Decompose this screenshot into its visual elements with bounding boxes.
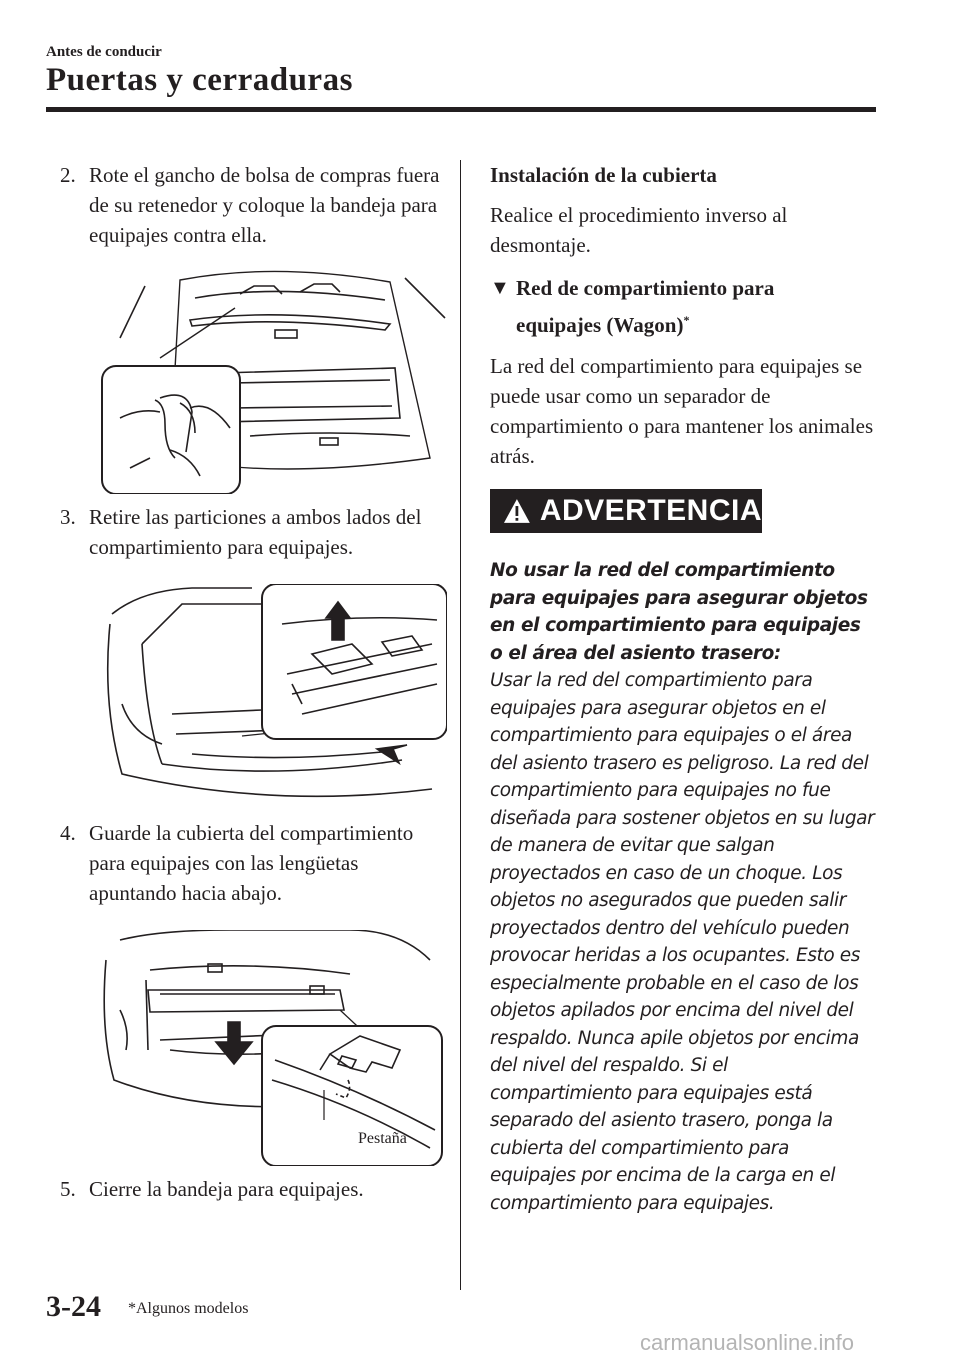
page-title: Puertas y cerraduras <box>46 62 353 98</box>
step-5 <box>60 1174 440 1204</box>
step-text: Rote el gancho de bolsa de compras fuera de su retenedor y coloque la bandeja para equipajes contra ella. <box>89 163 440 247</box>
page-number: 3-24 <box>46 1290 101 1323</box>
column-divider <box>460 160 461 1290</box>
net-heading-line2: equipajes (Wagon)* <box>516 313 690 337</box>
step-number: 5. <box>60 1177 76 1201</box>
step-text: Guarde la cubierta del compartimiento para equipajes con las lengüetas apuntando hacia abajo. <box>89 821 414 905</box>
install-text: Realice el procedimiento inverso al desmontaje. <box>490 203 788 257</box>
footnote-mark: * <box>683 313 690 327</box>
warning-label: ADVERTENCIA <box>539 494 762 527</box>
right-column <box>490 160 875 1217</box>
step-number: 2. <box>60 163 76 187</box>
figure-partitions <box>102 584 440 812</box>
figure-shopping-hook <box>100 268 440 494</box>
net-heading <box>490 272 875 341</box>
step-text: Cierre la bandeja para equipajes. <box>89 1177 364 1201</box>
net-heading-line1: Red de compartimiento para <box>516 276 775 300</box>
step-3 <box>60 502 440 562</box>
warning-title: No usar la red del compartimiento para equipajes para asegurar objetos en el compartimiento para equipajes o el área del asiento trasero: <box>490 560 868 664</box>
warning-body: Usar la red del compartimiento para equipajes para asegurar objetos en el compartimiento para equipajes o el área del asiento trasero es peligroso. La red del compartimiento para equipajes no fue diseñada para sostener objetos en su lugar de manera de evitar que salgan proyectados en caso de un choque. Los objetos no asegurados que pueden salir proyectados dentro del vehículo pueden provocar heridas a los ocupantes. Esto es especialmente probable en el caso de los objetos apilados por encima del nivel del respaldo. Nunca apile objetos por encima del nivel del respaldo. Si el compartimiento para equipajes está separado del asiento trasero, ponga la cubierta del compartimiento para equipajes por encima de la carga en el compartimiento para equipajes. <box>490 670 875 1214</box>
header-rule <box>46 107 876 112</box>
step-text: Retire las particiones a ambos lados del compartimiento para equipajes. <box>89 505 422 559</box>
step-2 <box>60 160 440 250</box>
triangle-down-icon: ▼ <box>490 277 510 299</box>
hook-illustration-icon <box>100 268 450 494</box>
step-number: 4. <box>60 821 76 845</box>
section-label: Antes de conducir <box>46 44 162 60</box>
step-number: 3. <box>60 505 76 529</box>
net-text: La red del compartimiento para equipajes se puede usar como un separador de compartimiento o para mantener los animales atrás. <box>490 354 874 468</box>
tab-label: Pestaña <box>358 1130 407 1147</box>
partitions-illustration-icon <box>102 584 447 812</box>
warning-badge <box>490 489 762 533</box>
figure-store-cover <box>100 930 440 1166</box>
install-heading: Instalación de la cubierta <box>490 163 717 187</box>
watermark: carmanualsonline.info <box>640 1330 855 1355</box>
footnote: *Algunos modelos <box>128 1300 249 1317</box>
step-4 <box>60 818 440 908</box>
left-column <box>60 160 440 1204</box>
warning-triangle-icon <box>502 497 532 525</box>
